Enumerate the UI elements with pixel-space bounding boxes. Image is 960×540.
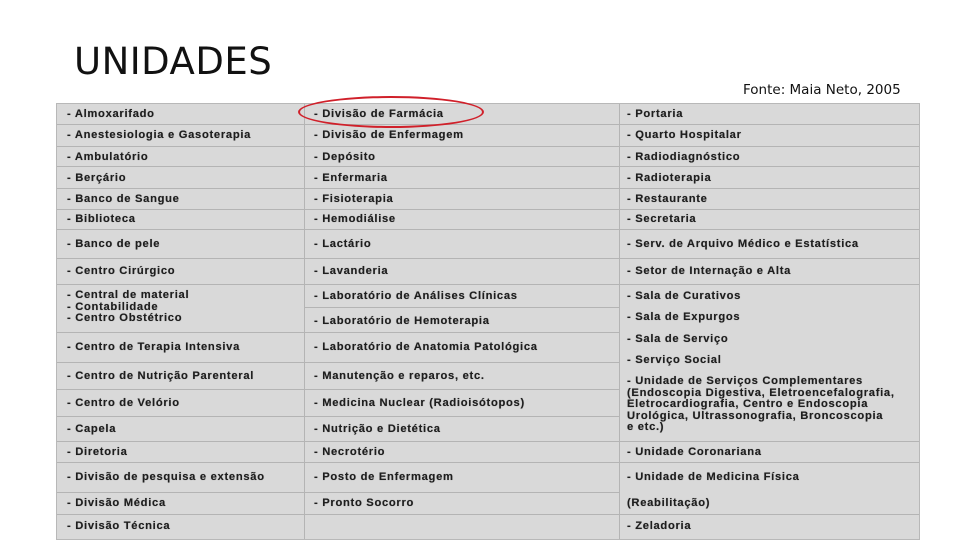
unit-cell: - Serviço Social: [627, 354, 722, 366]
row-divider: [57, 124, 304, 125]
unit-cell: - Secretaria: [627, 213, 697, 225]
unit-cell: - Medicina Nuclear (Radioisótopos): [314, 397, 525, 409]
row-divider: [619, 284, 919, 285]
row-divider: [304, 492, 619, 493]
units-table: [56, 103, 920, 540]
unit-cell: - Almoxarifado: [67, 108, 155, 120]
unit-cell: - Pronto Socorro: [314, 497, 415, 509]
row-divider: [304, 462, 619, 463]
row-divider: [304, 188, 619, 189]
unit-cell: - Centro de Nutrição Parenteral: [67, 370, 255, 382]
row-divider: [304, 146, 619, 147]
row-divider: [304, 441, 619, 442]
unit-cell: - Unidade de Medicina Física: [627, 471, 800, 483]
unit-cell: - Enfermaria: [314, 172, 388, 184]
row-divider: [57, 188, 304, 189]
unit-cell: - Centro de Terapia Intensiva: [67, 341, 241, 353]
unit-cell: - Berçário: [67, 172, 127, 184]
unit-cell: - Manutenção e reparos, etc.: [314, 370, 485, 382]
unit-cell: - Unidade Coronariana: [627, 446, 762, 458]
unit-cell: - Ambulatório: [67, 151, 149, 163]
unit-cell: - Divisão Médica: [67, 497, 166, 509]
unit-cell: - Nutrição e Dietética: [314, 423, 441, 435]
unit-cell: (Reabilitação): [627, 497, 711, 509]
row-divider: [619, 146, 919, 147]
row-divider: [304, 332, 619, 333]
unit-cell: - Biblioteca: [67, 213, 136, 225]
row-divider: [57, 284, 304, 285]
unit-cell: - Posto de Enfermagem: [314, 471, 454, 483]
row-divider: [57, 514, 304, 515]
unit-cell: - Serv. de Arquivo Médico e Estatística: [627, 238, 859, 250]
unit-cell: - Lavanderia: [314, 265, 389, 277]
row-divider: [619, 258, 919, 259]
unit-cell: - Hemodiálise: [314, 213, 396, 225]
row-divider: [304, 416, 619, 417]
unit-cell: - Depósito: [314, 151, 376, 163]
unit-cell: - Portaria: [627, 108, 684, 120]
unit-cell: - Sala de Curativos: [627, 290, 742, 302]
row-divider: [304, 166, 619, 167]
unit-cell: - Banco de Sangue: [67, 193, 180, 205]
unit-cell: - Capela: [67, 423, 117, 435]
unit-cell: - Centro Cirúrgico: [67, 265, 176, 277]
unit-cell: - Radioterapia: [627, 172, 712, 184]
unit-cell: - Central de material - Contabilidade - Centro Obstétrico: [67, 289, 190, 324]
unit-cell: - Sala de Expurgos: [627, 311, 741, 323]
unit-cell: - Necrotério: [314, 446, 386, 458]
unit-cell: - Laboratório de Anatomia Patológica: [314, 341, 538, 353]
row-divider: [57, 462, 304, 463]
unit-cell: - Banco de pele: [67, 238, 161, 250]
row-divider: [57, 166, 304, 167]
row-divider: [57, 492, 304, 493]
row-divider: [57, 441, 304, 442]
row-divider: [304, 514, 619, 515]
unit-cell: - Centro de Velório: [67, 397, 180, 409]
column-divider: [619, 104, 620, 539]
row-divider: [619, 462, 919, 463]
unit-cell: - Diretoria: [67, 446, 128, 458]
row-divider: [619, 229, 919, 230]
row-divider: [57, 332, 304, 333]
row-divider: [57, 229, 304, 230]
row-divider: [304, 258, 619, 259]
unit-cell: - Radiodiagnóstico: [627, 151, 741, 163]
row-divider: [57, 146, 304, 147]
row-divider: [619, 166, 919, 167]
source-citation: Fonte: Maia Neto, 2005: [743, 82, 901, 98]
unit-cell: - Zeladoria: [627, 520, 692, 532]
column-divider: [304, 104, 305, 539]
row-divider: [619, 514, 919, 515]
row-divider: [304, 209, 619, 210]
row-divider: [57, 389, 304, 390]
unit-cell: - Quarto Hospitalar: [627, 129, 742, 141]
highlight-ellipse: [298, 96, 484, 128]
row-divider: [304, 284, 619, 285]
unit-cell: - Unidade de Serviços Complementares (Endoscopia Digestiva, Eletroencefalografia, Eletrocardiografia, Centro e Endoscopia Urológica, Ultrassonografia, Broncoscopia e etc.): [627, 375, 895, 433]
row-divider: [619, 188, 919, 189]
unit-cell: - Laboratório de Hemoterapia: [314, 315, 490, 327]
row-divider: [619, 441, 919, 442]
unit-cell: - Divisão de Farmácia: [314, 108, 444, 120]
row-divider: [619, 124, 919, 125]
row-divider: [304, 229, 619, 230]
row-divider: [619, 209, 919, 210]
row-divider: [304, 362, 619, 363]
row-divider: [304, 307, 619, 308]
unit-cell: - Fisioterapia: [314, 193, 394, 205]
unit-cell: - Restaurante: [627, 193, 708, 205]
row-divider: [57, 362, 304, 363]
unit-cell: - Anestesiologia e Gasoterapia: [67, 129, 252, 141]
unit-cell: - Laboratório de Análises Clínicas: [314, 290, 518, 302]
row-divider: [57, 416, 304, 417]
unit-cell: - Divisão de pesquisa e extensão: [67, 471, 265, 483]
unit-cell: - Divisão de Enfermagem: [314, 129, 464, 141]
unit-cell: - Divisão Técnica: [67, 520, 171, 532]
row-divider: [57, 258, 304, 259]
unit-cell: - Sala de Serviço: [627, 333, 729, 345]
unit-cell: - Lactário: [314, 238, 372, 250]
row-divider: [304, 389, 619, 390]
row-divider: [57, 209, 304, 210]
slide-title: UNIDADES: [74, 40, 273, 83]
unit-cell: - Setor de Internação e Alta: [627, 265, 792, 277]
